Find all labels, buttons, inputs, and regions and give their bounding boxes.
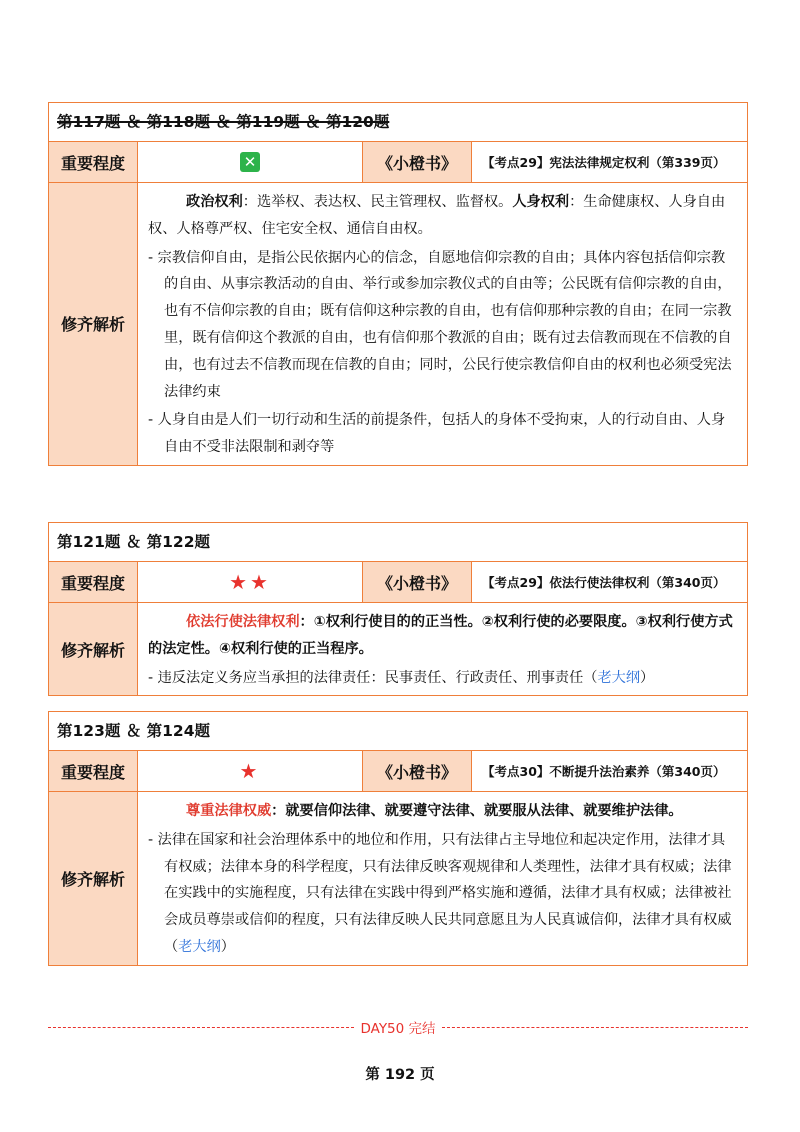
question-card-123-124 <box>48 711 748 966</box>
term-text: ：选举权、表达权、民主管理权、监督权。 <box>242 194 513 210</box>
bullet-text: 违反法定义务应当承担的法律责任：民事责任、行政责任、刑事责任（ <box>157 669 598 686</box>
star-rating: ★★ <box>229 570 271 594</box>
card-title: 第121题 ＆ 第122题 <box>49 523 747 562</box>
question-card-121-122 <box>48 522 748 696</box>
analysis-content <box>138 183 747 465</box>
term-highlight: 依法行使法律权利 <box>186 614 300 630</box>
analysis-paragraph <box>148 609 739 663</box>
star-rating: ★ <box>239 759 261 783</box>
book-label: 《小橙书》 <box>363 562 472 602</box>
divider-text: DAY50 完结 <box>360 1021 436 1037</box>
term-text: ：①权利行使目的的正当性。②权利行使的必要限度。③权利行使方式的法定性。④权利行使的正当程序。 <box>148 614 733 657</box>
importance-value <box>138 562 363 602</box>
term-highlight: 尊重法律权威 <box>186 803 272 819</box>
importance-row <box>49 562 747 603</box>
analysis-label: 修齐解析 <box>49 603 138 695</box>
reference-text: 【考点29】依法行使法律权利（第340页） <box>482 575 726 590</box>
analysis-paragraph <box>148 189 739 243</box>
bullet-item: - 人身自由是人们一切行动和生活的前提条件，包括人的身体不受拘束，人的行动自由、人身自由不受非法限制和剥夺等 <box>148 407 739 461</box>
importance-value <box>138 142 363 182</box>
analysis-label: 修齐解析 <box>49 183 138 465</box>
analysis-row <box>49 792 747 965</box>
importance-row <box>49 751 747 792</box>
analysis-row <box>49 183 747 465</box>
book-label: 《小橙书》 <box>363 751 472 791</box>
bullet-close: ） <box>640 669 655 686</box>
importance-label: 重要程度 <box>49 751 138 791</box>
card-title <box>49 103 747 142</box>
old-syllabus-link[interactable]: 老大纲 <box>178 938 221 955</box>
term-text: ：就要信仰法律、就要遵守法律、就要服从法律、就要维护法律。 <box>271 803 683 819</box>
analysis-content <box>138 792 747 965</box>
day-end-divider <box>48 1017 748 1037</box>
bullet-text: 法律在国家和社会治理体系中的地位和作用，只有法律占主导地位和起决定作用，法律才具有权威；法律本身的科学程度，只有法律反映客观规律和人类理性，法律才具有权威；法律在实践中的实施程度，只有法律在实践中得到严格实施和遵循，法律才具有权威；法律被社会成员尊崇或信仰的程度，只有法律反映人民共同意愿且为人民真诚信仰，法律才具有权威（ <box>157 831 732 955</box>
bullet-item <box>148 665 739 692</box>
question-card-117-120 <box>48 102 748 466</box>
importance-row <box>49 142 747 183</box>
analysis-row <box>49 603 747 695</box>
term-text: ：生命健康权、人身自由权、人格尊严权、住宅安全权、通信自由权。 <box>148 194 726 237</box>
divider-line <box>442 1027 748 1028</box>
reference-text: 【考点29】宪法法律规定权利（第339页） <box>482 155 726 170</box>
card-title-text: 第117题 ＆ 第118题 ＆ 第119题 ＆ 第120题 <box>57 113 390 131</box>
bullet-item <box>148 827 739 961</box>
card-title: 第123题 ＆ 第124题 <box>49 712 747 751</box>
page-number: 第 192 页 <box>365 1067 435 1083</box>
analysis-paragraph <box>148 798 739 825</box>
reference-text: 【考点30】不断提升法治素养（第340页） <box>482 764 726 779</box>
importance-label: 重要程度 <box>49 142 138 182</box>
importance-value <box>138 751 363 791</box>
term-political-rights: 政治权利 <box>186 194 243 210</box>
analysis-label: 修齐解析 <box>49 792 138 965</box>
bullet-item: - 宗教信仰自由，是指公民依据内心的信念，自愿地信仰宗教的自由；具体内容包括信仰宗教的自由、从事宗教活动的自由、举行或参加宗教仪式的自由等；公民既有信仰宗教的自由，也有不信仰宗教的自由；既有信仰这种宗教的自由，也有信仰那种宗教的自由；在同一宗教里，既有信仰这个教派的自由，也有信仰那个教派的自由；既有过去信教而现在不信教的自由，也有过去不信教而现在信教的自由；同时，公民行使宗教信仰自由的权利也必须受宪法法律约束 <box>148 245 739 406</box>
book-label: 《小橙书》 <box>363 142 472 182</box>
term-personal-rights: 人身权利 <box>512 194 570 210</box>
x-mark-icon: ✕ <box>240 152 260 172</box>
bullet-close: ） <box>220 938 235 955</box>
divider-line <box>48 1027 354 1028</box>
importance-label: 重要程度 <box>49 562 138 602</box>
old-syllabus-link[interactable]: 老大纲 <box>597 669 641 686</box>
analysis-content <box>138 603 747 695</box>
